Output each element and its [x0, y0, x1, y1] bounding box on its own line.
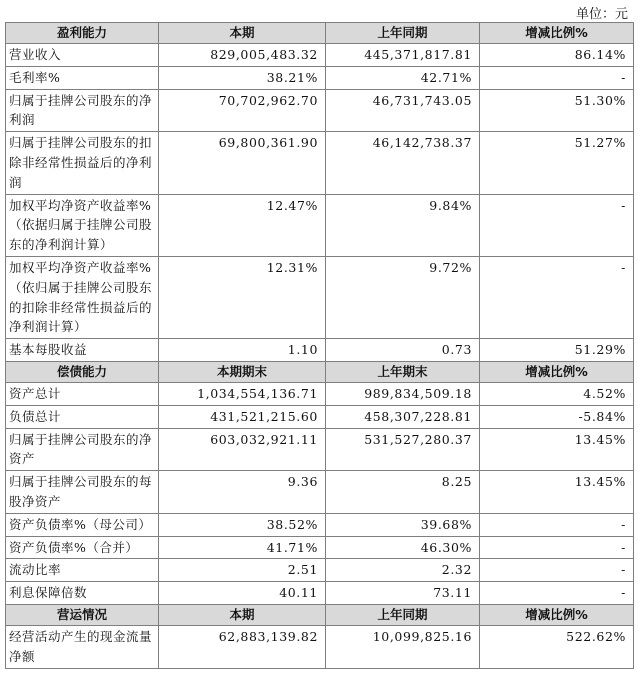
header-cell: 偿债能力: [6, 361, 159, 382]
prior-value: 458,307,228.81: [326, 405, 480, 428]
header-cell: 上年期末: [326, 361, 480, 382]
row-label: 流动比率: [6, 559, 159, 582]
table-row: [6, 536, 634, 559]
table-row: [6, 89, 634, 132]
row-label: 归属于挂牌公司股东的扣除非经常性损益后的净利润: [6, 132, 159, 194]
current-value: 9.36: [159, 471, 326, 514]
table-row: [6, 132, 634, 194]
current-value: 603,032,921.11: [159, 428, 326, 471]
prior-value: 46,731,743.05: [326, 89, 480, 132]
row-label: 毛利率%: [6, 66, 159, 89]
header-cell: 本期: [159, 604, 326, 625]
prior-value: 9.84%: [326, 194, 480, 256]
table-row: [6, 405, 634, 428]
current-value: 829,005,483.32: [159, 44, 326, 67]
unit-label: 单位：元: [575, 7, 628, 22]
table-row: [6, 44, 634, 67]
table-row: [6, 428, 634, 471]
change-percent: -: [480, 559, 634, 582]
row-label: 营业收入: [6, 44, 159, 67]
prior-value: 39.68%: [326, 513, 480, 536]
row-label: 归属于挂牌公司股东的净利润: [6, 89, 159, 132]
current-value: 1,034,554,136.71: [159, 382, 326, 405]
row-label: 负债总计: [6, 405, 159, 428]
change-percent: -: [480, 513, 634, 536]
current-value: 431,521,215.60: [159, 405, 326, 428]
current-value: 41.71%: [159, 536, 326, 559]
solvency-header-row: [6, 361, 634, 382]
table-row: [6, 339, 634, 362]
current-value: 62,883,139.82: [159, 625, 326, 668]
current-value: 12.47%: [159, 194, 326, 256]
table-row: [6, 582, 634, 605]
change-percent: 13.45%: [480, 471, 634, 514]
prior-value: 989,834,509.18: [326, 382, 480, 405]
row-label: 归属于挂牌公司股东的每股净资产: [6, 471, 159, 514]
prior-value: 0.73: [326, 339, 480, 362]
row-label: 资产总计: [6, 382, 159, 405]
change-percent: 51.30%: [480, 89, 634, 132]
change-percent: -: [480, 582, 634, 605]
change-percent: -: [480, 536, 634, 559]
table-row: [6, 382, 634, 405]
table-row: [6, 513, 634, 536]
table-row: [6, 194, 634, 256]
row-label: 资产负债率%（合并）: [6, 536, 159, 559]
current-value: 2.51: [159, 559, 326, 582]
current-value: 40.11: [159, 582, 326, 605]
financial-indicators-table: [5, 22, 634, 669]
current-value: 38.52%: [159, 513, 326, 536]
prior-value: 8.25: [326, 471, 480, 514]
current-value: 69,800,361.90: [159, 132, 326, 194]
row-label: 资产负债率%（母公司）: [6, 513, 159, 536]
operations-header-row: [6, 604, 634, 625]
row-label: 加权平均净资产收益率%（依归属于挂牌公司股东的扣除非经常性损益后的净利润计算）: [6, 256, 159, 338]
prior-value: 531,527,280.37: [326, 428, 480, 471]
change-percent: 51.27%: [480, 132, 634, 194]
row-label: 归属于挂牌公司股东的净资产: [6, 428, 159, 471]
row-label: 利息保障倍数: [6, 582, 159, 605]
header-cell: 本期: [159, 23, 326, 44]
current-value: 70,702,962.70: [159, 89, 326, 132]
prior-value: 42.71%: [326, 66, 480, 89]
change-percent: -: [480, 66, 634, 89]
header-cell: 本期期末: [159, 361, 326, 382]
header-cell: 上年同期: [326, 23, 480, 44]
change-percent: 4.52%: [480, 382, 634, 405]
current-value: 12.31%: [159, 256, 326, 338]
row-label: 加权平均净资产收益率%（依据归属于挂牌公司股东的净利润计算）: [6, 194, 159, 256]
current-value: 1.10: [159, 339, 326, 362]
table-row: [6, 559, 634, 582]
profitability-header-row: [6, 23, 634, 44]
prior-value: 10,099,825.16: [326, 625, 480, 668]
header-cell: 盈利能力: [6, 23, 159, 44]
prior-value: 46,142,738.37: [326, 132, 480, 194]
prior-value: 445,371,817.81: [326, 44, 480, 67]
row-label: 经营活动产生的现金流量净额: [6, 625, 159, 668]
change-percent: -5.84%: [480, 405, 634, 428]
header-cell: 增减比例%: [480, 604, 634, 625]
change-percent: 51.29%: [480, 339, 634, 362]
prior-value: 2.32: [326, 559, 480, 582]
table-row: [6, 625, 634, 668]
change-percent: 522.62%: [480, 625, 634, 668]
current-value: 38.21%: [159, 66, 326, 89]
header-cell: 增减比例%: [480, 23, 634, 44]
header-cell: 上年同期: [326, 604, 480, 625]
change-percent: -: [480, 194, 634, 256]
change-percent: -: [480, 256, 634, 338]
header-cell: 增减比例%: [480, 361, 634, 382]
change-percent: 86.14%: [480, 44, 634, 67]
table-row: [6, 471, 634, 514]
prior-value: 73.11: [326, 582, 480, 605]
table-body: [6, 23, 634, 669]
table-row: [6, 66, 634, 89]
prior-value: 9.72%: [326, 256, 480, 338]
table-row: [6, 256, 634, 338]
header-cell: 营运情况: [6, 604, 159, 625]
row-label: 基本每股收益: [6, 339, 159, 362]
change-percent: 13.45%: [480, 428, 634, 471]
prior-value: 46.30%: [326, 536, 480, 559]
